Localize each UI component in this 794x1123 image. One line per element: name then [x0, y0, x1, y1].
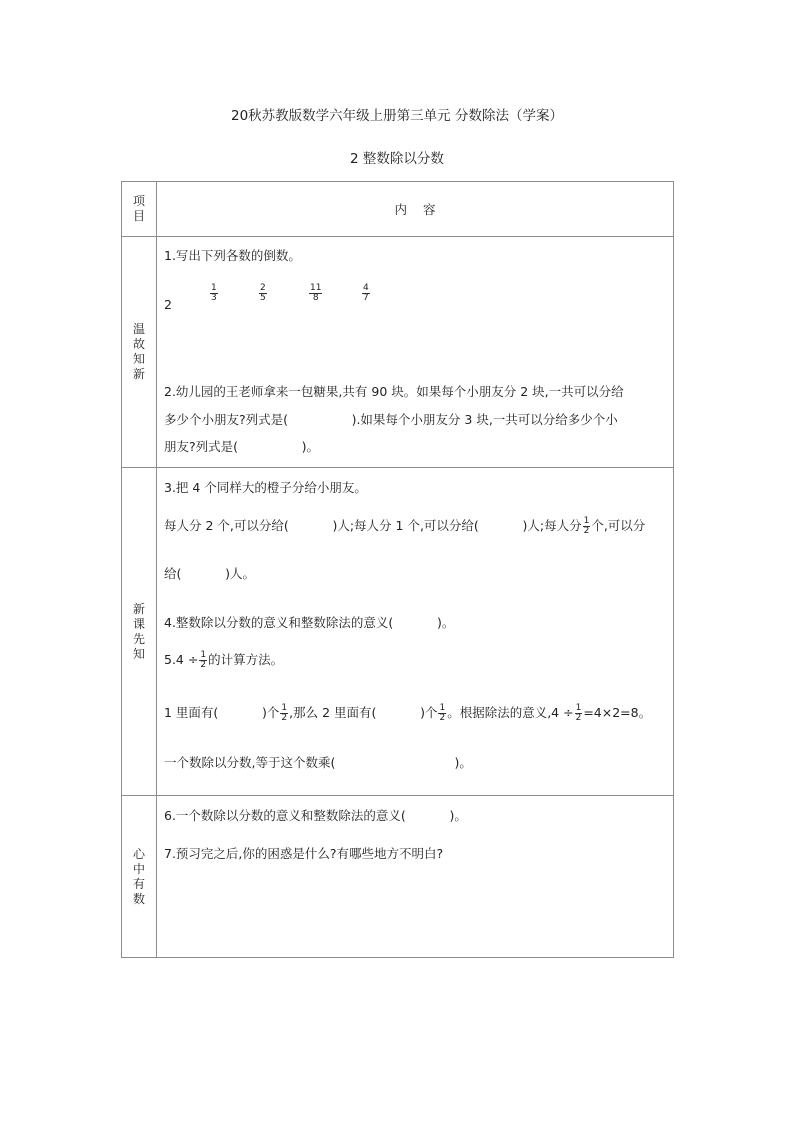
numerator: 1 — [200, 650, 207, 660]
header-item-cell — [122, 182, 157, 237]
q5-line-2-part-d: =4×2=8。 — [583, 705, 652, 720]
section-review-cell — [122, 237, 157, 468]
q5-line-2-part-c: 。根据除法的意义,4 ÷ — [447, 705, 574, 720]
section-summary-content — [157, 796, 674, 958]
header-content-label: 内 容 — [394, 202, 436, 217]
q7-text: 7.预习完之后,你的困惑是什么?有哪些地方不明白? — [164, 846, 444, 861]
q6-text: 6.一个数除以分数的意义和整数除法的意义( )。 — [164, 808, 467, 823]
q5-fraction-4 — [575, 704, 583, 723]
q2-line-3: 朋友?列式是( )。 — [164, 439, 319, 454]
q5-line-3: 一个数除以分数,等于这个数乘( )。 — [164, 755, 472, 770]
denominator: 7 — [363, 293, 369, 303]
q1-fraction-4 — [362, 284, 370, 303]
q2-line-2: 多少个小朋友?列式是( ).如果每个小朋友分 3 块,一共可以分给多少个小 — [164, 412, 618, 427]
q3-line-1-part-b: 个,可以分 — [591, 518, 646, 533]
numerator: 1 — [281, 703, 288, 713]
q5-line-2-part-a: 1 里面有( )个 — [164, 705, 280, 720]
q5-line-2 — [164, 703, 651, 723]
denominator: 2 — [575, 713, 582, 723]
q3-text: 3.把 4 个同样大的橙子分给小朋友。 — [164, 480, 367, 495]
q5-line-2-part-b: ,那么 2 里面有( )个 — [289, 705, 438, 720]
denominator: 2 — [439, 713, 446, 723]
q3-line-1-part-a: 每人分 2 个,可以分给( )人;每人分 1 个,可以分给( )人;每人分 — [164, 518, 582, 533]
q1-whole-number: 2 — [164, 297, 172, 312]
numerator: 1 — [575, 703, 582, 713]
q1-fraction-3 — [309, 284, 322, 303]
q1-text: 1.写出下列各数的倒数。 — [164, 248, 301, 263]
header-content-cell — [157, 182, 674, 237]
section-review-label: 温故知新 — [132, 322, 145, 381]
header-item-label: 项目 — [132, 194, 145, 223]
page-subtitle: 2 整数除以分数 — [350, 151, 444, 167]
numerator: 11 — [310, 283, 322, 293]
q5-line-1-part-b: 的计算方法。 — [208, 652, 284, 667]
q5-fraction-3 — [438, 704, 446, 723]
numerator: 1 — [583, 516, 590, 526]
q2-line-1: 2.幼儿园的王老师拿来一包糖果,共有 90 块。如果每个小朋友分 2 块,一共可以分给 — [164, 384, 624, 399]
page-title: 20秋苏教版数学六年级上册第三单元 分数除法（学案） — [231, 108, 563, 124]
q4-text: 4.整数除以分数的意义和整数除法的意义( )。 — [164, 615, 455, 630]
section-summary-label: 心中有数 — [132, 846, 145, 906]
q3-fraction — [583, 517, 591, 536]
section-preview-label: 新课先知 — [132, 601, 145, 661]
numerator: 4 — [363, 283, 369, 293]
section-summary-cell — [122, 796, 157, 958]
denominator: 3 — [211, 293, 217, 303]
numerator: 1 — [439, 703, 446, 713]
q5-line-1 — [164, 650, 283, 670]
q5-fraction — [199, 651, 207, 670]
q5-fraction-2 — [280, 704, 288, 723]
numerator: 2 — [260, 283, 266, 293]
worksheet-table — [121, 181, 674, 958]
denominator: 2 — [200, 660, 207, 670]
q3-line-2: 给( )人。 — [164, 566, 255, 581]
denominator: 2 — [583, 526, 590, 536]
numerator: 1 — [211, 283, 217, 293]
denominator: 8 — [309, 293, 322, 303]
q3-line-1 — [164, 516, 645, 536]
q1-fraction-2 — [259, 284, 267, 303]
section-review-content — [157, 237, 674, 468]
q1-fraction-1 — [210, 284, 218, 303]
section-preview-cell — [122, 468, 157, 796]
denominator: 5 — [260, 293, 266, 303]
denominator: 2 — [281, 713, 288, 723]
section-preview-content — [157, 468, 674, 796]
q5-line-1-part-a: 5.4 ÷ — [164, 652, 199, 667]
